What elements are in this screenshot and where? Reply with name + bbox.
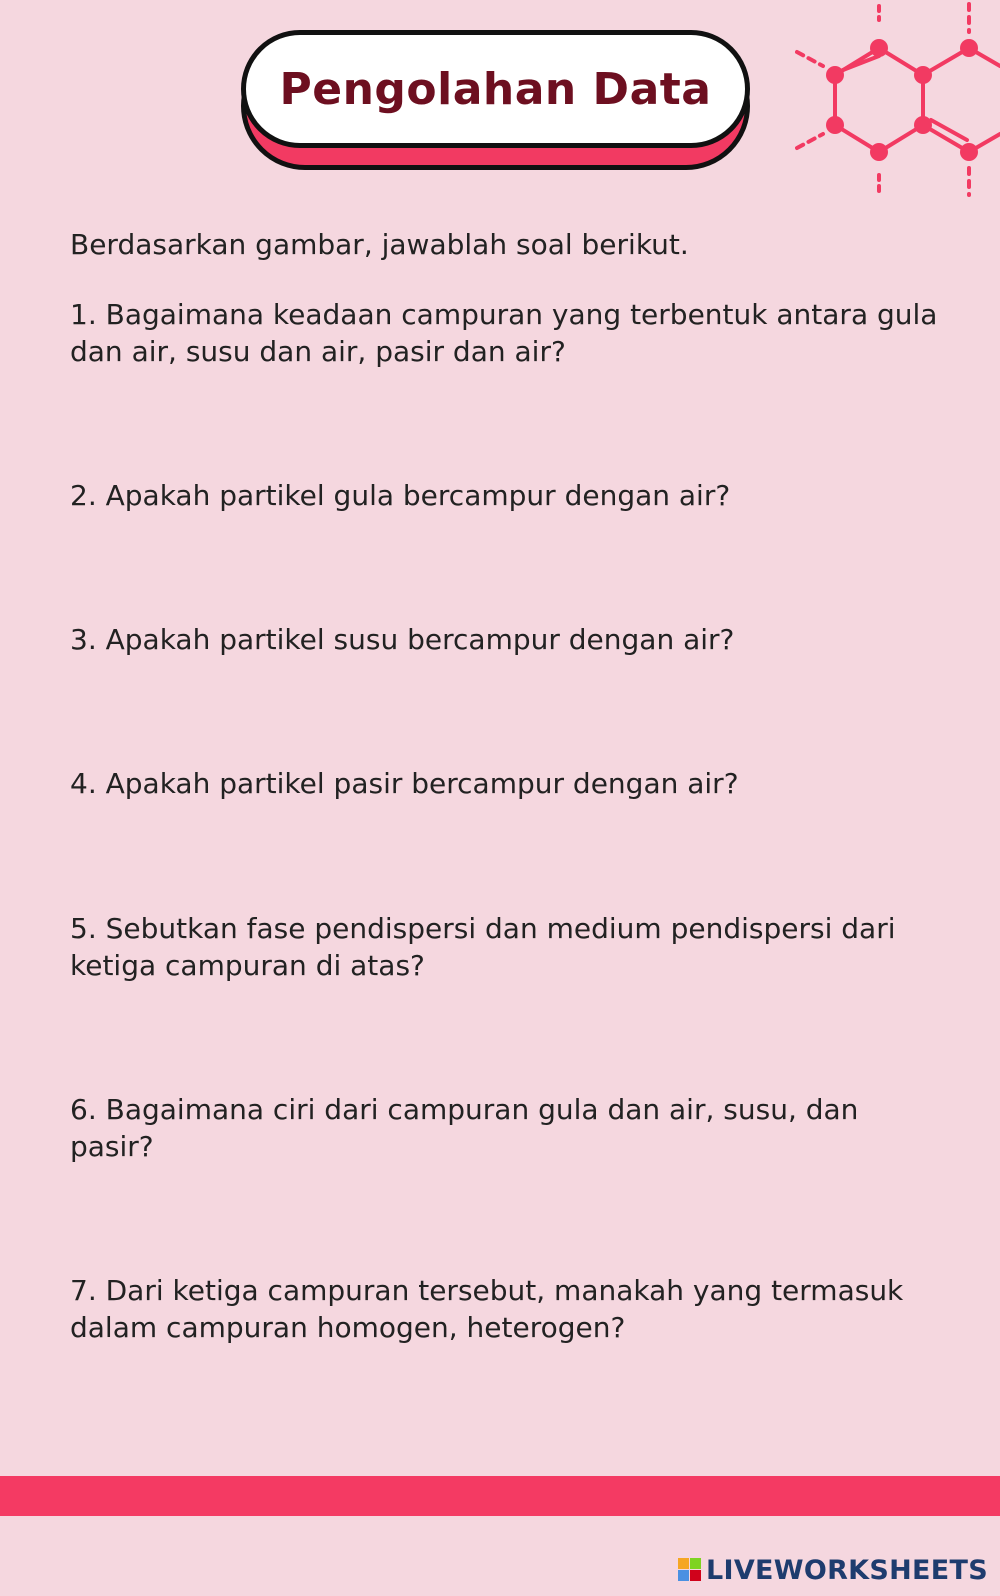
brand-logo[interactable] [678,1554,988,1586]
brand-mark-square [678,1558,689,1569]
question-3: 3. Apakah partikel susu bercampur dengan air? [70,623,735,656]
title-banner [241,30,756,170]
question-7: 7. Dari ketiga campuran tersebut, manakah yang termasuk dalam campuran homogen, heterogen? [70,1274,904,1344]
instruction-text: Berdasarkan gambar, jawablah soal berikut. [70,228,689,261]
brand-mark-square [678,1570,689,1581]
footer-accent-bar [0,1476,1000,1516]
brand-mark-icon [678,1558,702,1582]
question-6: 6. Bagaimana ciri dari campuran gula dan air, susu, dan pasir? [70,1093,859,1163]
title-banner-face [241,30,750,148]
page-title: Pengolahan Data [279,63,712,115]
question-1: 1. Bagaimana keadaan campuran yang terbentuk antara gula dan air, susu dan air, pasir dan air? [70,298,938,368]
brand-mark-square [690,1570,701,1581]
question-4: 4. Apakah partikel pasir bercampur dengan air? [70,767,739,800]
molecule-icon [795,0,1000,200]
brand-name: LIVEWORKSHEETS [705,1554,988,1586]
question-5: 5. Sebutkan fase pendispersi dan medium pendispersi dari ketiga campuran di atas? [70,912,896,982]
brand-mark-square [690,1558,701,1569]
question-2: 2. Apakah partikel gula bercampur dengan air? [70,479,731,512]
